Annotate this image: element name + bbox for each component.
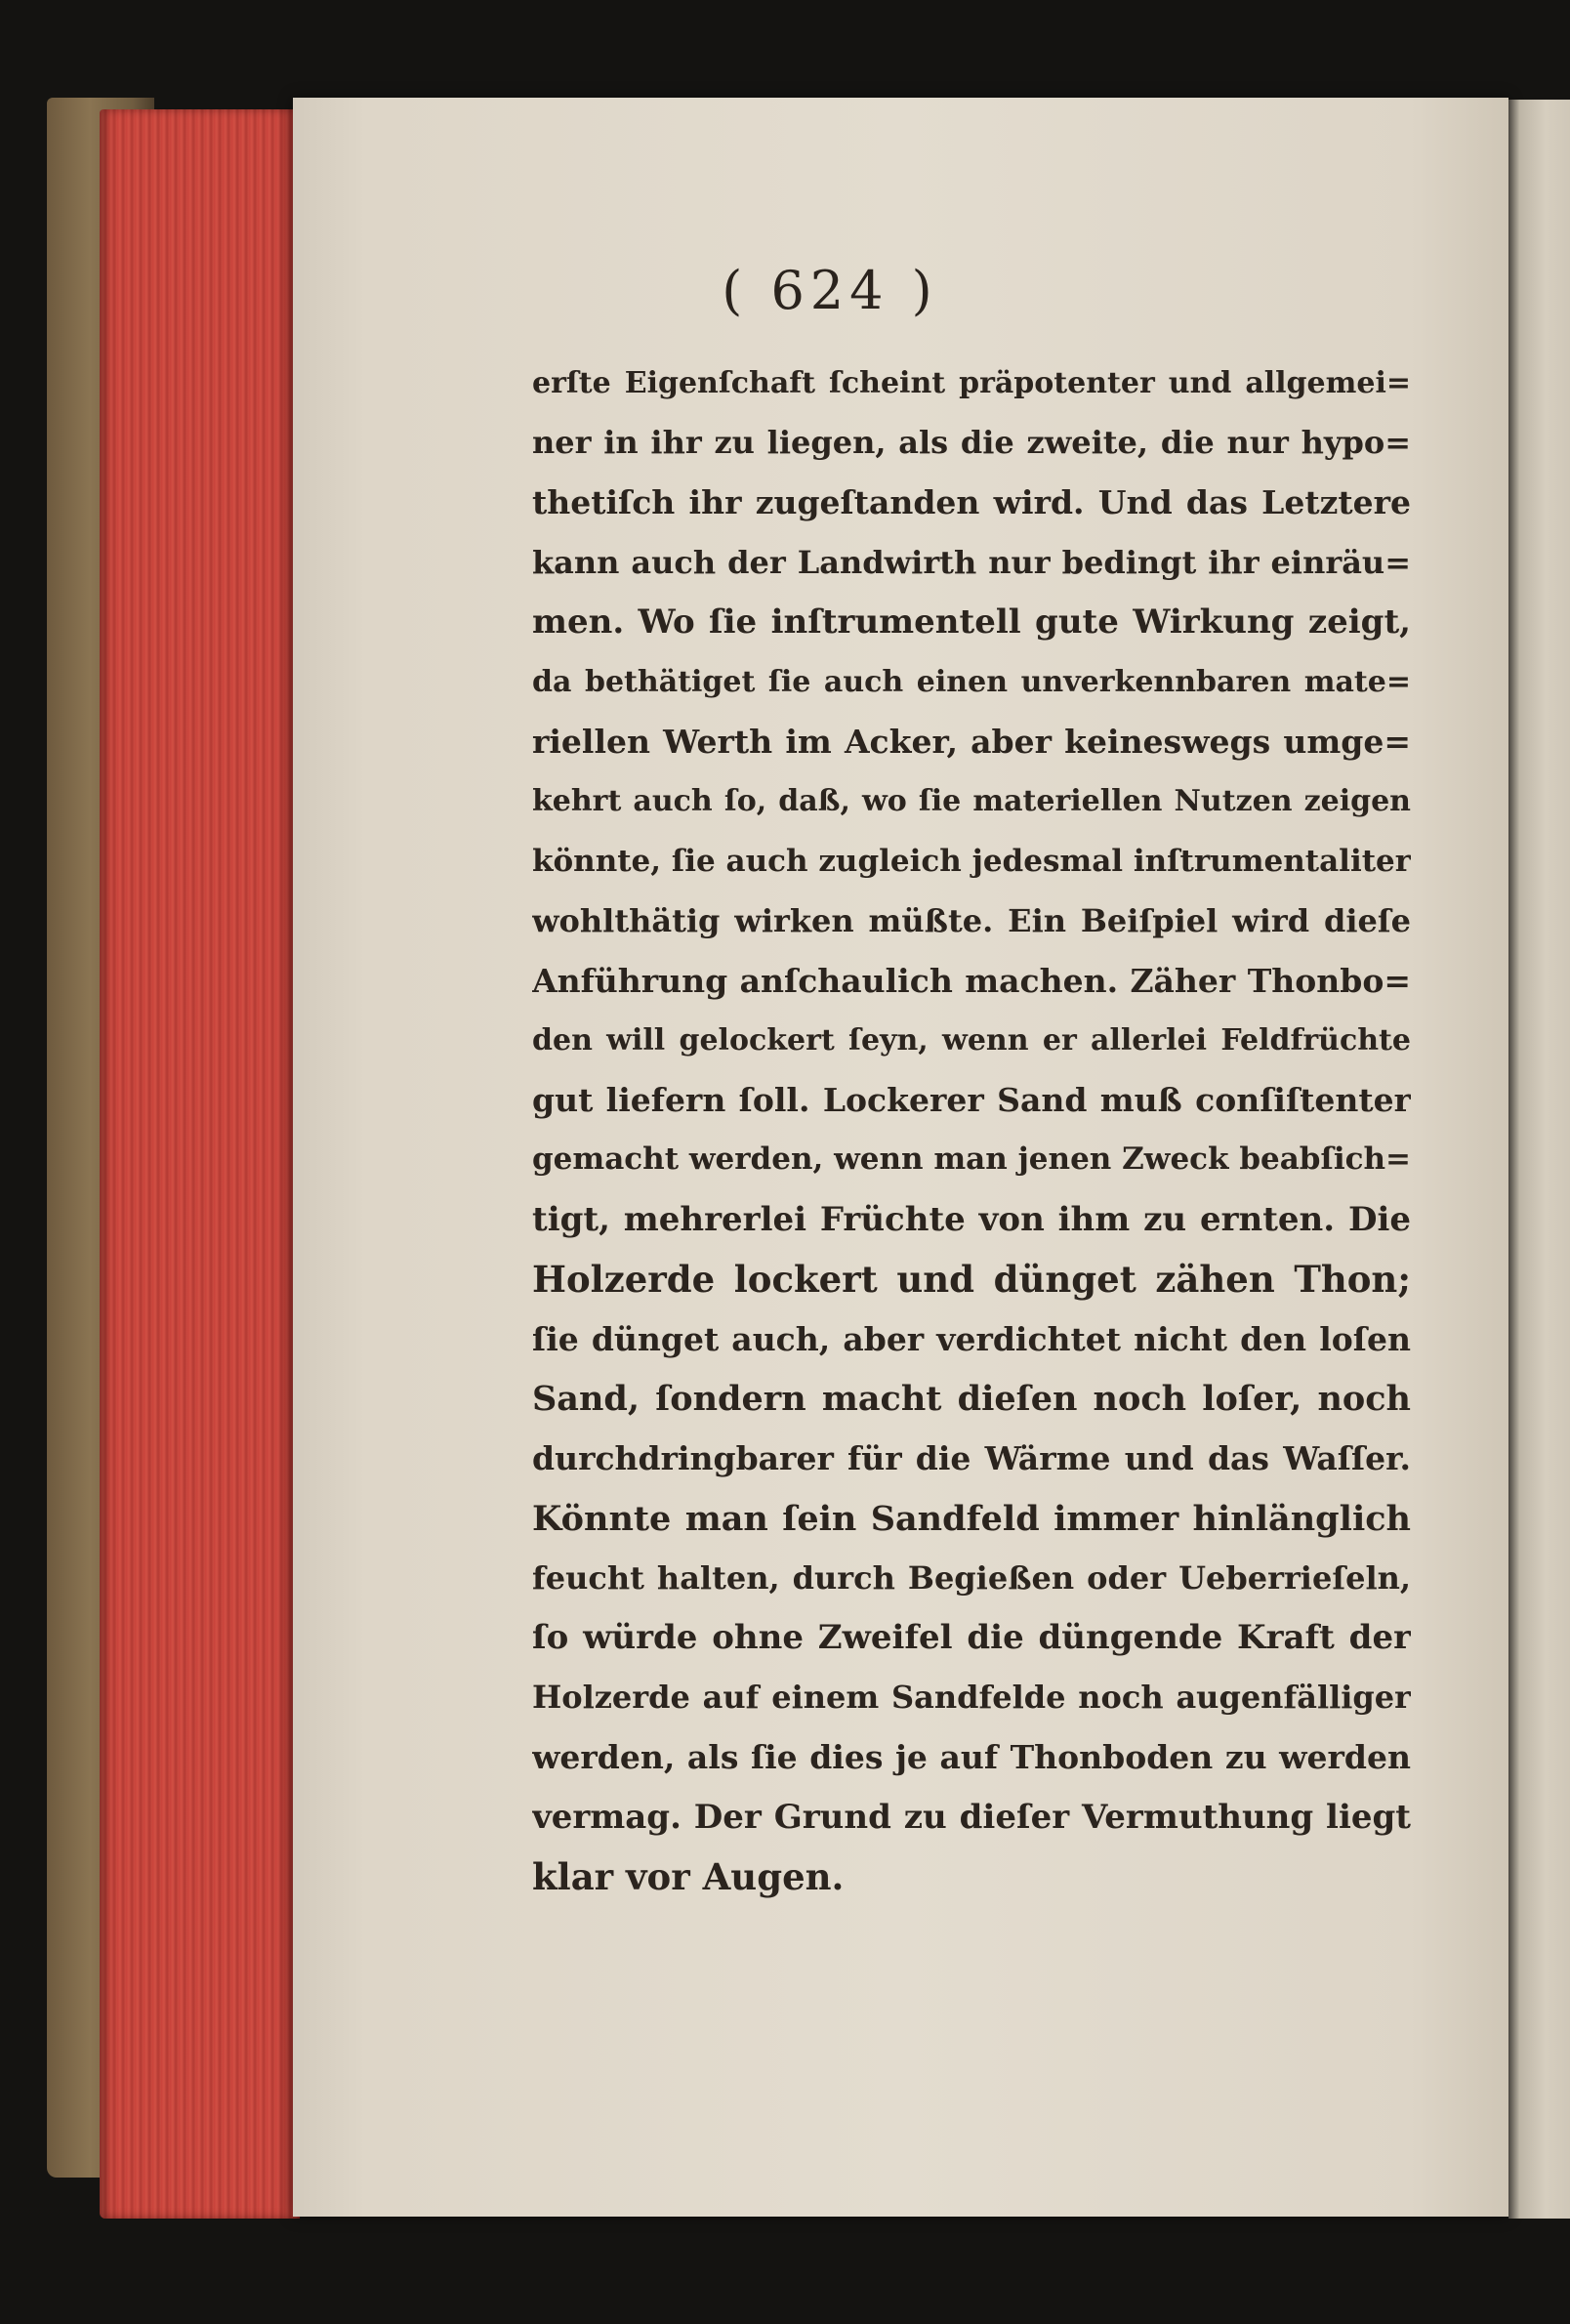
red-page-edges [100, 109, 300, 2219]
text-line: ſo würde ohne Zweifel die düngende Kraft der [532, 1617, 1411, 1657]
text-line: feucht halten, durch Begießen oder Ueberrieſeln, [532, 1558, 1411, 1597]
text-line: Holzerde lockert und dünget zähen Thon; [532, 1257, 1411, 1301]
text-line: wohlthätig wirken müßte. Ein Beiſpiel wird dieſe [532, 901, 1411, 939]
text-line: kehrt auch ſo, daß, wo ſie materiellen Nutzen zeigen [532, 784, 1411, 819]
text-line: tigt, mehrerlei Früchte von ihm zu ernten. Die [532, 1199, 1411, 1239]
facing-page-edge [1508, 100, 1570, 2219]
text-line: ſie dünget auch, aber verdichtet nicht den loſen [532, 1320, 1411, 1358]
text-line: ner in ihr zu liegen, als die zweite, die nur hypo= [532, 424, 1411, 462]
text-line: Könnte man ſein Sandfeld immer hinlänglich [532, 1498, 1411, 1539]
text-line: gemacht werden, wenn man jenen Zweck beabſich= [532, 1141, 1411, 1178]
text-line: durchdringbarer für die Wärme und das Waſſer. [532, 1439, 1411, 1478]
text-line: Anführung anſchaulich machen. Zäher Thonbo= [532, 961, 1411, 1000]
page-body-text [532, 353, 1411, 1907]
text-line: könnte, ſie auch zugleich jedesmal inſtrumentaliter [532, 843, 1411, 879]
text-line: den will gelockert ſeyn, wenn er allerlei Feldfrüchte [532, 1023, 1411, 1058]
text-line: men. Wo ſie inſtrumentell gute Wirkung zeigt, [532, 602, 1411, 642]
text-line: Sand, ſondern macht dieſen noch loſer, noch [532, 1379, 1411, 1420]
text-line: thetiſch ihr zugeſtanden wird. Und das Letztere [532, 483, 1411, 522]
text-line: erſte Eigenſchaft ſcheint präpotenter und allgemei= [532, 366, 1411, 400]
text-line: klar vor Augen. [532, 1854, 845, 1898]
text-line: gut liefern ſoll. Lockerer Sand muß conſiſtenter [532, 1081, 1411, 1120]
text-line: werden, als ſie dies je auf Thonboden zu werden [532, 1738, 1411, 1777]
text-line: kann auch der Landwirth nur bedingt ihr einräu= [532, 543, 1411, 581]
text-line: da bethätiget ſie auch einen unverkennbaren mate= [532, 664, 1411, 699]
text-line: Holzerde auf einem Sandfelde noch augenfälliger [532, 1679, 1411, 1717]
text-line: vermag. Der Grund zu dieſer Vermuthung liegt [532, 1797, 1411, 1837]
page-number: ( 624 ) [722, 260, 938, 321]
text-line: riellen Werth im Acker, aber keineswegs umge= [532, 723, 1411, 762]
